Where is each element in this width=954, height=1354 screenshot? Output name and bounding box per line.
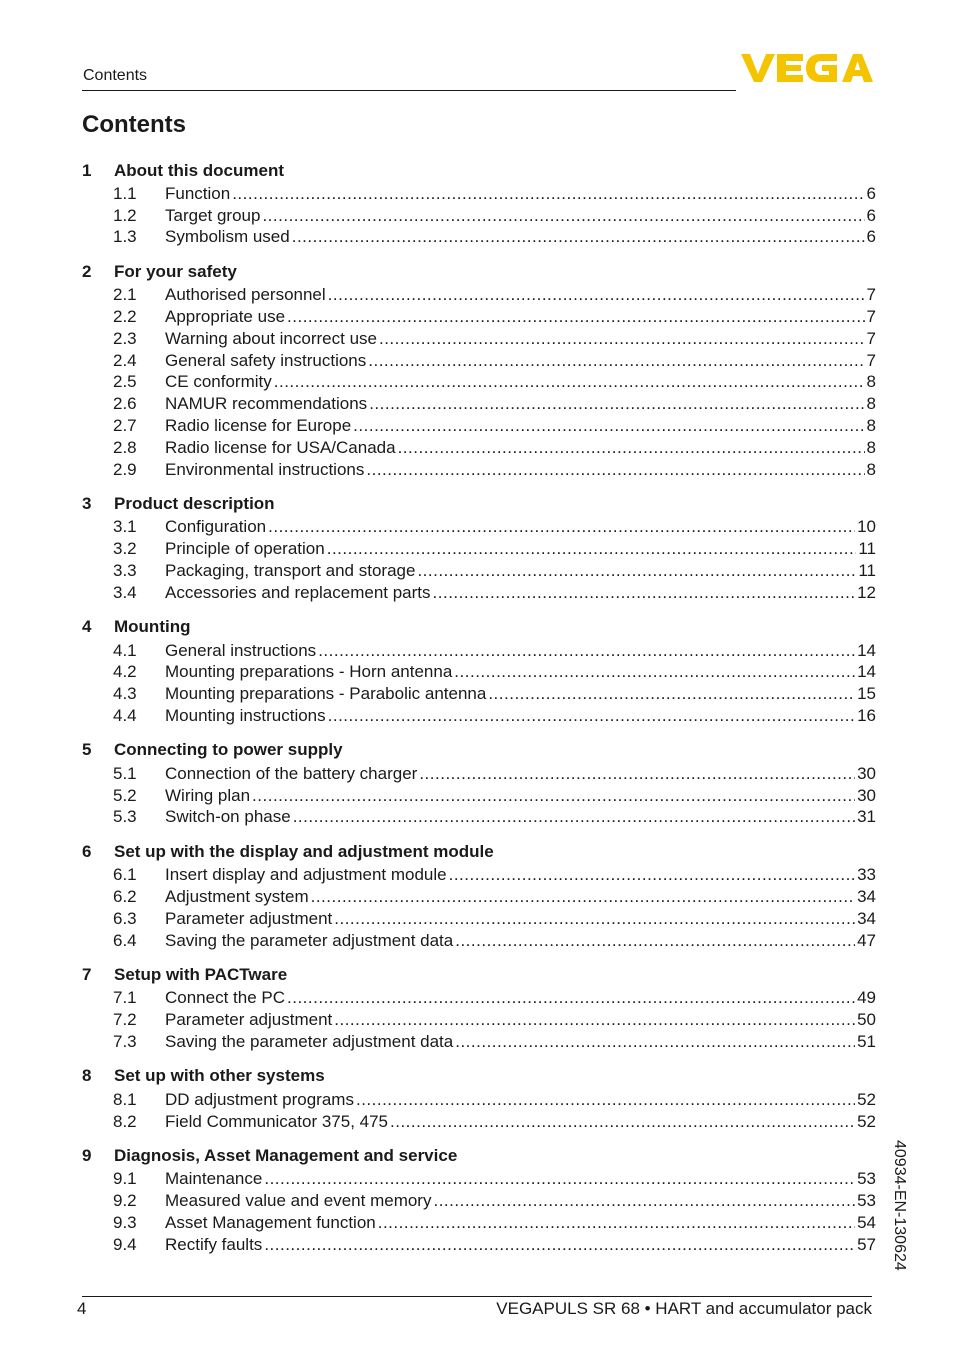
toc-entry-title: Field Communicator 375, 475 (165, 1111, 389, 1131)
toc-entry[interactable] (82, 393, 876, 415)
toc-entry-number: 2.4 (113, 350, 137, 370)
toc-section-number: 9 (82, 1146, 92, 1165)
toc-entry-page: 30 (857, 763, 876, 783)
toc-entry[interactable] (82, 886, 876, 908)
toc-section-title: Set up with other systems (114, 1066, 325, 1086)
toc-entry-number: 1.2 (113, 205, 137, 225)
toc-entry-title: Asset Management function (165, 1212, 376, 1232)
toc-dot-leader (454, 662, 855, 682)
toc-entry[interactable] (82, 1009, 876, 1031)
toc-entry-number: 2.9 (113, 459, 137, 479)
toc-dot-leader (419, 764, 855, 784)
toc-entry-number: 3.3 (113, 561, 137, 581)
toc-entry-title: CE conformity (165, 372, 272, 392)
toc-entry[interactable] (82, 183, 876, 205)
toc-entry-title: Function (165, 183, 231, 203)
toc-dot-leader (378, 1213, 855, 1233)
toc-entry-number: 9.3 (113, 1212, 137, 1232)
toc-entry-title: Parameter adjustment (165, 1010, 333, 1030)
toc-entry-title: Connect the PC (165, 988, 286, 1008)
toc-entry[interactable] (82, 582, 876, 604)
toc-section (82, 492, 876, 604)
toc-entry-title: Authorised personnel (165, 285, 326, 305)
toc-entry[interactable] (82, 1212, 876, 1234)
toc-entry-page: 31 (857, 807, 876, 827)
toc-entry[interactable] (82, 1234, 876, 1256)
toc-section-heading[interactable] (82, 839, 876, 864)
toc-dot-leader (353, 416, 864, 436)
toc-dot-leader (274, 372, 865, 392)
toc-section-title: Product description (114, 494, 275, 514)
toc-dot-leader (328, 285, 865, 305)
toc-entry[interactable] (82, 227, 876, 249)
toc-dot-leader (287, 988, 855, 1008)
toc-entry-number: 9.2 (113, 1191, 137, 1211)
toc-entry[interactable] (82, 372, 876, 394)
toc-dot-leader (433, 583, 856, 603)
toc-entry-page: 49 (857, 988, 876, 1008)
toc-entry[interactable] (82, 284, 876, 306)
toc-entry-title: Mounting preparations - Horn antenna (165, 662, 453, 682)
toc-dot-leader (449, 865, 855, 885)
toc-section (82, 615, 876, 727)
toc-dot-leader (252, 786, 855, 806)
toc-entry-number: 8.2 (113, 1111, 137, 1131)
toc-section-title: Mounting (114, 617, 191, 637)
toc-entry-title: NAMUR recommendations (165, 394, 368, 414)
toc-entry[interactable] (82, 306, 876, 328)
toc-section-heading[interactable] (82, 1144, 876, 1169)
toc-entry[interactable] (82, 785, 876, 807)
toc-entry-number: 1.3 (113, 227, 137, 247)
toc-entry[interactable] (82, 705, 876, 727)
toc-section-title: Setup with PACTware (114, 965, 288, 985)
toc-entry-page: 11 (858, 561, 876, 581)
toc-entry-title: DD adjustment programs (165, 1089, 354, 1109)
toc-entry[interactable] (82, 662, 876, 684)
toc-entry-number: 3.1 (113, 517, 137, 537)
toc-entry-number: 2.7 (113, 416, 137, 436)
toc-section-heading[interactable] (82, 259, 876, 284)
toc-entry-page: 6 (866, 227, 876, 247)
toc-entry[interactable] (82, 1031, 876, 1053)
toc-entry[interactable] (82, 988, 876, 1010)
toc-section-title: For your safety (114, 261, 237, 281)
toc-entry-page: 8 (866, 459, 876, 479)
toc-dot-leader (292, 227, 865, 247)
toc-entry[interactable] (82, 1089, 876, 1111)
toc-section-heading[interactable] (82, 158, 876, 183)
toc-entry-title: General instructions (165, 640, 317, 660)
toc-entry-title: Mounting instructions (165, 706, 326, 726)
toc-entry-number: 5.2 (113, 785, 137, 805)
toc-entry-title: Radio license for USA/Canada (165, 437, 396, 457)
header-rule (82, 90, 736, 91)
toc-entry-number: 9.4 (113, 1234, 137, 1254)
toc-dot-leader (417, 561, 856, 581)
toc-entry[interactable] (82, 350, 876, 372)
toc-section (82, 738, 876, 828)
toc-section (82, 839, 876, 951)
toc-entry-page: 8 (866, 394, 876, 414)
toc-entry-title: Packaging, transport and storage (165, 561, 416, 581)
running-header: Contents (83, 67, 148, 84)
toc-entry-number: 7.2 (113, 1010, 137, 1030)
toc-entry[interactable] (82, 908, 876, 930)
toc-entry[interactable] (82, 807, 876, 829)
toc-entry[interactable] (82, 1190, 876, 1212)
footer-document-title: VEGAPULS SR 68 • HART and accumulator pack (496, 1299, 872, 1318)
toc-entry[interactable] (82, 1111, 876, 1133)
toc-section-number: 2 (82, 261, 92, 281)
toc-dot-leader (268, 517, 855, 537)
toc-entry-number: 4.1 (113, 640, 137, 660)
toc-section-title: About this document (114, 160, 284, 180)
toc-section-title: Diagnosis, Asset Management and service (114, 1146, 458, 1165)
toc-section-number: 5 (82, 740, 92, 760)
toc-section-number: 1 (82, 160, 92, 180)
toc-entry-number: 3.4 (113, 582, 137, 602)
toc-dot-leader (366, 460, 864, 480)
toc-dot-leader (356, 1090, 855, 1110)
toc-entry-title: Saving the parameter adjustment data (165, 1032, 454, 1051)
toc-entry[interactable] (82, 459, 876, 481)
toc-entry-page: 50 (857, 1010, 876, 1030)
toc-section-heading[interactable] (82, 738, 876, 763)
toc-entry[interactable] (82, 640, 876, 662)
toc-entry-page: 14 (857, 662, 876, 682)
toc-entry-number: 6.3 (113, 908, 137, 928)
toc-entry-number: 1.1 (113, 183, 137, 203)
toc-entry-title: Rectify faults (165, 1234, 263, 1254)
toc-entry[interactable] (82, 538, 876, 560)
toc-entry[interactable] (82, 415, 876, 437)
footer-rule (82, 1296, 872, 1297)
toc-entry-title: General safety instructions (165, 350, 367, 370)
toc-entry[interactable] (82, 763, 876, 785)
toc-dot-leader (488, 684, 855, 704)
toc-entry-page: 53 (857, 1169, 876, 1189)
toc-entry-page: 7 (866, 285, 876, 305)
toc-dot-leader (368, 351, 864, 371)
toc-entry-title: Adjustment system (165, 887, 309, 907)
toc-entry-page: 6 (866, 183, 876, 203)
toc-dot-leader (334, 1010, 855, 1030)
toc-entry-title: Mounting preparations - Parabolic antenna (165, 684, 487, 704)
toc-entry-title: Target group (165, 205, 261, 225)
document-id: 40934-EN-130624 (891, 1140, 908, 1271)
toc-dot-leader (455, 1032, 855, 1052)
toc-entry-title: Switch-on phase (165, 807, 291, 827)
toc-dot-leader (327, 539, 857, 559)
toc-section-title: Connecting to power supply (114, 740, 343, 760)
toc-entry-page: 11 (858, 539, 876, 559)
toc-entry-number: 6.4 (113, 930, 137, 950)
toc-entry-page: 7 (866, 350, 876, 370)
toc-entry-title: Wiring plan (165, 785, 251, 805)
toc-section-number: 7 (82, 965, 92, 985)
toc-entry-title: Principle of operation (165, 539, 325, 559)
toc-entry-number: 2.6 (113, 394, 137, 414)
toc-entry-title: Maintenance (165, 1169, 263, 1189)
toc-entry-title: Warning about incorrect use (165, 328, 377, 348)
toc-dot-leader (262, 206, 864, 226)
toc-entry-number: 7.1 (113, 988, 137, 1008)
toc-entry-number: 2.5 (113, 372, 137, 392)
toc-dot-leader (398, 438, 865, 458)
toc-entry-page: 14 (857, 640, 876, 660)
toc-dot-leader (232, 184, 864, 204)
toc-entry-page: 6 (866, 205, 876, 225)
toc-section (82, 1064, 876, 1133)
toc-section-heading[interactable] (82, 615, 876, 640)
toc-dot-leader (379, 329, 865, 349)
toc-dot-leader (369, 394, 864, 414)
toc-entry-number: 2.1 (113, 285, 137, 305)
toc-dot-leader (390, 1112, 855, 1132)
toc-section-heading[interactable] (82, 492, 876, 517)
table-of-contents (82, 158, 876, 1267)
toc-entry-page: 16 (857, 706, 876, 726)
toc-dot-leader (311, 887, 855, 907)
toc-dot-leader (433, 1191, 855, 1211)
vega-logo (741, 52, 873, 84)
toc-entry-title: Connection of the battery charger (165, 763, 418, 783)
toc-entry-number: 3.2 (113, 539, 137, 559)
toc-entry-title: Environmental instructions (165, 459, 365, 479)
toc-dot-leader (264, 1235, 855, 1255)
toc-entry-page: 30 (857, 785, 876, 805)
toc-entry-page: 7 (866, 307, 876, 327)
toc-entry-page: 57 (857, 1234, 876, 1254)
toc-dot-leader (293, 807, 855, 827)
toc-entry-title: Accessories and replacement parts (165, 582, 431, 602)
toc-section-heading[interactable] (82, 963, 876, 988)
toc-entry-title: Radio license for Europe (165, 416, 352, 436)
toc-entry-title: Appropriate use (165, 307, 286, 327)
toc-section-number: 3 (82, 494, 92, 514)
toc-entry-number: 5.1 (113, 763, 137, 783)
toc-dot-leader (287, 307, 865, 327)
toc-entry-page: 7 (866, 328, 876, 348)
toc-dot-leader (328, 706, 855, 726)
toc-entry-number: 8.1 (113, 1089, 137, 1109)
toc-dot-leader (318, 641, 855, 661)
toc-entry-page: 52 (857, 1089, 876, 1109)
vega-logo-letters (741, 54, 873, 82)
toc-entry[interactable] (82, 560, 876, 582)
toc-section-heading[interactable] (82, 1064, 876, 1089)
toc-entry-number: 6.1 (113, 865, 137, 885)
toc-entry-page: 47 (857, 930, 876, 950)
toc-entry-title: Insert display and adjustment module (165, 865, 447, 885)
toc-entry-page: 34 (857, 887, 876, 907)
toc-entry-title: Measured value and event memory (165, 1191, 432, 1211)
toc-section-title: Set up with the display and adjustment module (114, 841, 494, 861)
toc-entry-number: 2.3 (113, 328, 137, 348)
toc-entry-title: Parameter adjustment (165, 908, 333, 928)
toc-entry-page: 34 (857, 908, 876, 928)
toc-entry[interactable] (82, 930, 876, 952)
toc-entry[interactable] (82, 328, 876, 350)
toc-entry-page: 8 (866, 416, 876, 436)
toc-entry-number: 5.3 (113, 807, 137, 827)
toc-dot-leader (264, 1169, 855, 1189)
toc-entry[interactable] (82, 1169, 876, 1191)
toc-section (82, 963, 876, 1053)
toc-entry[interactable] (82, 683, 876, 705)
toc-entry-number: 4.4 (113, 706, 137, 726)
toc-entry[interactable] (82, 205, 876, 227)
toc-entry-page: 8 (866, 437, 876, 457)
toc-section-number: 8 (82, 1066, 92, 1086)
toc-entry-page: 10 (857, 517, 876, 537)
toc-section-number: 4 (82, 617, 92, 637)
toc-entry-title: Configuration (165, 517, 267, 537)
toc-entry-title: Saving the parameter adjustment data (165, 930, 454, 950)
toc-entry-page: 54 (857, 1212, 876, 1232)
toc-entry-page: 15 (857, 684, 876, 704)
toc-entry-number: 7.3 (113, 1032, 137, 1051)
toc-entry-page: 52 (857, 1111, 876, 1131)
toc-section (82, 158, 876, 248)
toc-entry[interactable] (82, 517, 876, 539)
toc-entry-number: 4.3 (113, 684, 137, 704)
toc-entry-page: 12 (857, 582, 876, 602)
toc-entry-page: 8 (866, 372, 876, 392)
toc-entry-number: 2.8 (113, 437, 137, 457)
toc-entry-page: 51 (857, 1032, 876, 1051)
toc-entry-page: 53 (857, 1191, 876, 1211)
toc-section-number: 6 (82, 841, 92, 861)
toc-entry-number: 9.1 (113, 1169, 137, 1189)
toc-section (82, 1144, 876, 1256)
toc-entry-number: 6.2 (113, 887, 137, 907)
toc-entry-page: 33 (857, 865, 876, 885)
toc-entry-number: 4.2 (113, 662, 137, 682)
toc-dot-leader (334, 909, 855, 929)
page-title: Contents (82, 111, 186, 138)
toc-entry[interactable] (82, 437, 876, 459)
toc-dot-leader (455, 931, 855, 951)
footer-page-number: 4 (77, 1299, 87, 1318)
toc-entry-title: Symbolism used (165, 227, 290, 247)
toc-section (82, 259, 876, 480)
toc-entry[interactable] (82, 864, 876, 886)
toc-entry-number: 2.2 (113, 307, 137, 327)
